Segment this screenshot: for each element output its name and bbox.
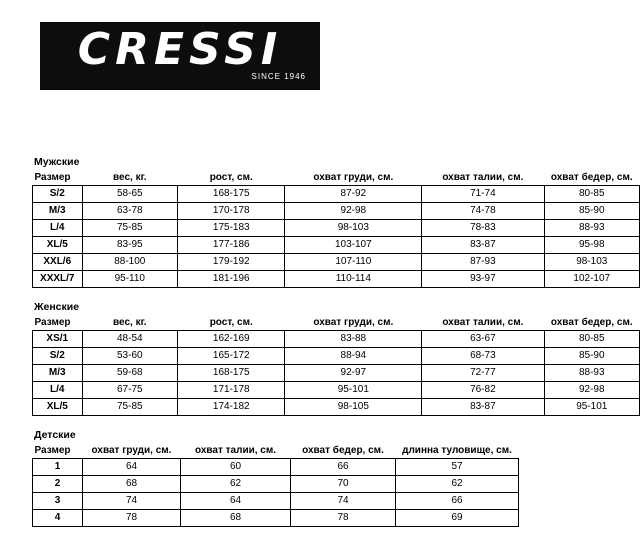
- logo-since-text: SINCE 1946: [251, 72, 306, 81]
- women-size-table: [32, 315, 640, 416]
- column-header: Размер: [34, 172, 71, 183]
- size-cell: L/4: [33, 382, 83, 399]
- table-cell: 53-60: [82, 348, 178, 365]
- table-row: [33, 510, 519, 527]
- table-cell: 95-110: [82, 271, 178, 288]
- table-cell: 74: [83, 493, 181, 510]
- table-cell: 83-87: [422, 237, 544, 254]
- size-cell: XL/5: [33, 237, 83, 254]
- table-cell: 177-186: [178, 237, 285, 254]
- size-cell: 4: [33, 510, 83, 527]
- table-cell: 88-100: [82, 254, 178, 271]
- table-cell: 168-175: [178, 365, 285, 382]
- column-header: охват талии, см.: [442, 317, 524, 328]
- column-header: длинна туловище, см.: [402, 445, 512, 456]
- table-cell: 95-98: [544, 237, 639, 254]
- table-cell: 88-94: [285, 348, 422, 365]
- size-cell: XXXL/7: [33, 271, 83, 288]
- kids-size-table: [32, 443, 519, 527]
- table-row: [33, 399, 640, 416]
- table-cell: 110-114: [285, 271, 422, 288]
- column-header: охват груди, см.: [91, 445, 172, 456]
- table-cell: 76-82: [422, 382, 544, 399]
- table-cell: 98-103: [285, 220, 422, 237]
- column-header: Размер: [34, 445, 71, 456]
- table-cell: 66: [396, 493, 519, 510]
- table-cell: 87-92: [285, 186, 422, 203]
- table-cell: 74-78: [422, 203, 544, 220]
- table-row: [33, 348, 640, 365]
- table-cell: 75-85: [82, 399, 178, 416]
- size-cell: 3: [33, 493, 83, 510]
- table-cell: 63-78: [82, 203, 178, 220]
- table-cell: 58-65: [82, 186, 178, 203]
- table-row: [33, 220, 640, 237]
- column-header: рост, см.: [209, 172, 253, 183]
- women-section-title: Женские: [34, 301, 80, 313]
- table-cell: 107-110: [285, 254, 422, 271]
- table-cell: 83-95: [82, 237, 178, 254]
- size-cell: 2: [33, 476, 83, 493]
- size-cell: XL/5: [33, 399, 83, 416]
- table-cell: 168-175: [178, 186, 285, 203]
- table-cell: 64: [181, 493, 291, 510]
- men-section-title: Мужские: [34, 156, 80, 168]
- table-cell: 78-83: [422, 220, 544, 237]
- table-cell: 62: [181, 476, 291, 493]
- table-cell: 78: [291, 510, 396, 527]
- size-cell: XS/1: [33, 331, 83, 348]
- column-header: вес, кг.: [113, 172, 147, 183]
- size-cell: 1: [33, 459, 83, 476]
- table-cell: 87-93: [422, 254, 544, 271]
- cressi-logo: [40, 22, 320, 90]
- table-cell: 78: [83, 510, 181, 527]
- column-header: охват груди, см.: [313, 317, 394, 328]
- column-header: охват груди, см.: [313, 172, 394, 183]
- table-cell: 69: [396, 510, 519, 527]
- table-cell: 70: [291, 476, 396, 493]
- table-row: [33, 382, 640, 399]
- kids-size-section: [32, 428, 519, 527]
- table-cell: 62: [396, 476, 519, 493]
- column-header: рост, см.: [209, 317, 253, 328]
- men-size-table: [32, 170, 640, 288]
- table-cell: 165-172: [178, 348, 285, 365]
- table-cell: 175-183: [178, 220, 285, 237]
- column-header: вес, кг.: [113, 317, 147, 328]
- table-row: [33, 237, 640, 254]
- table-cell: 98-103: [544, 254, 639, 271]
- size-cell: M/3: [33, 365, 83, 382]
- table-cell: 102-107: [544, 271, 639, 288]
- table-cell: 85-90: [544, 203, 639, 220]
- table-cell: 170-178: [178, 203, 285, 220]
- table-cell: 92-97: [285, 365, 422, 382]
- table-cell: 71-74: [422, 186, 544, 203]
- table-cell: 64: [83, 459, 181, 476]
- table-cell: 179-192: [178, 254, 285, 271]
- table-cell: 60: [181, 459, 291, 476]
- table-row: [33, 271, 640, 288]
- table-cell: 103-107: [285, 237, 422, 254]
- table-cell: 75-85: [82, 220, 178, 237]
- column-header: охват талии, см.: [442, 172, 524, 183]
- table-cell: 83-88: [285, 331, 422, 348]
- size-cell: S/2: [33, 186, 83, 203]
- logo-wordmark: CRESSI: [77, 24, 283, 75]
- table-row: [33, 365, 640, 382]
- table-cell: 80-85: [544, 186, 639, 203]
- table-cell: 171-178: [178, 382, 285, 399]
- table-cell: 68: [83, 476, 181, 493]
- table-cell: 95-101: [544, 399, 639, 416]
- table-row: [33, 476, 519, 493]
- table-cell: 83-87: [422, 399, 544, 416]
- size-cell: L/4: [33, 220, 83, 237]
- table-cell: 67-75: [82, 382, 178, 399]
- table-cell: 93-97: [422, 271, 544, 288]
- table-cell: 88-93: [544, 365, 639, 382]
- size-cell: M/3: [33, 203, 83, 220]
- table-cell: 48-54: [82, 331, 178, 348]
- size-cell: XXL/6: [33, 254, 83, 271]
- table-cell: 72-77: [422, 365, 544, 382]
- column-header: охват бедер, см.: [550, 172, 633, 183]
- kids-section-title: Детские: [34, 429, 76, 441]
- column-header: охват талии, см.: [194, 445, 277, 456]
- table-cell: 59-68: [82, 365, 178, 382]
- table-cell: 92-98: [285, 203, 422, 220]
- table-row: [33, 331, 640, 348]
- column-header: охват бедер, см.: [550, 317, 633, 328]
- table-cell: 95-101: [285, 382, 422, 399]
- table-row: [33, 493, 519, 510]
- table-cell: 162-169: [178, 331, 285, 348]
- table-cell: 88-93: [544, 220, 639, 237]
- table-row: [33, 203, 640, 220]
- table-cell: 66: [291, 459, 396, 476]
- table-cell: 85-90: [544, 348, 639, 365]
- table-row: [33, 254, 640, 271]
- column-header: охват бедер, см.: [302, 445, 384, 456]
- table-cell: 174-182: [178, 399, 285, 416]
- table-cell: 92-98: [544, 382, 639, 399]
- table-cell: 68-73: [422, 348, 544, 365]
- table-cell: 68: [181, 510, 291, 527]
- men-size-section: [32, 155, 640, 288]
- size-cell: S/2: [33, 348, 83, 365]
- table-cell: 74: [291, 493, 396, 510]
- table-row: [33, 459, 519, 476]
- table-cell: 181-196: [178, 271, 285, 288]
- column-header: Размер: [34, 317, 71, 328]
- table-cell: 63-67: [422, 331, 544, 348]
- table-cell: 80-85: [544, 331, 639, 348]
- table-cell: 98-105: [285, 399, 422, 416]
- table-cell: 57: [396, 459, 519, 476]
- women-size-section: [32, 300, 640, 416]
- table-row: [33, 186, 640, 203]
